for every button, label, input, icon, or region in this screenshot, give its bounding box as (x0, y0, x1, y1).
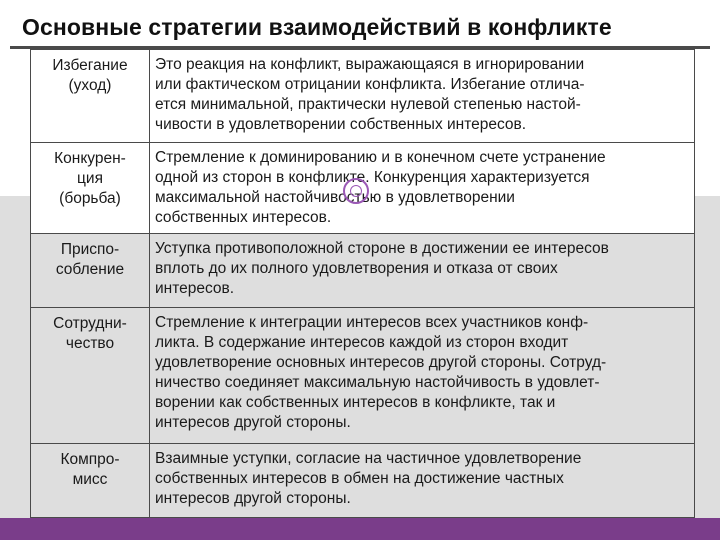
strategy-name (31, 50, 150, 143)
description-line: ничество соединяет максимальную настойчивость в удовлет- (155, 374, 600, 391)
description-line: Стремление к доминированию и в конечном счете устранение (155, 149, 606, 166)
strategy-name-line: Компро- (60, 451, 120, 468)
strategy-name-line: Приспо- (60, 241, 120, 258)
strategy-name-line: (уход) (68, 77, 112, 94)
table-row-compromise (31, 444, 695, 518)
description-line: ется минимальной, практически нулевой степенью настой- (155, 96, 581, 113)
description-line: интересов другой стороны. (155, 414, 351, 431)
table-row-avoidance (31, 50, 695, 143)
strategy-name-line: Конкурен- (54, 150, 126, 167)
strategy-description (150, 50, 695, 143)
strategy-description (150, 444, 695, 518)
strategy-name-line: Сотрудни- (53, 315, 127, 332)
strategy-name (31, 444, 150, 518)
strategy-name (31, 234, 150, 308)
strategy-description (150, 234, 695, 308)
description-line: Взаимные уступки, согласие на частичное удовлетворение (155, 450, 582, 467)
description-line: ворении как собственных интересов в конфликте, так и (155, 394, 556, 411)
description-line: интересов другой стороны. (155, 490, 351, 507)
description-line: Это реакция на конфликт, выражающаяся в игнорировании (155, 56, 585, 73)
table-row-collaboration (31, 308, 695, 444)
description-line: чивости в удовлетворении собственных интересов. (155, 116, 527, 133)
description-line: интересов. (155, 280, 235, 297)
description-line: вплоть до их полного удовлетворения и отказа от своих (155, 260, 558, 277)
description-line: максимальной настойчивостью в удовлетворении (155, 189, 515, 206)
strategy-name-line: Избегание (52, 57, 128, 74)
strategy-description (150, 143, 695, 234)
description-line: ликта. В содержание интересов каждой из сторон входит (155, 334, 569, 351)
description-line: Уступка противоположной стороне в достижении ее интересов (155, 240, 609, 257)
strategy-name-line: чество (65, 335, 115, 352)
strategy-name (31, 308, 150, 444)
description-line: Стремление к интеграции интересов всех участников конф- (155, 314, 589, 331)
strategy-name-line: мисс (72, 471, 108, 488)
strategy-name-line: (борьба) (59, 190, 121, 207)
description-line: удовлетворение основных интересов другой стороны. Сотруд- (155, 354, 607, 371)
slide-footer-bar (0, 518, 720, 540)
pointer-ring-icon (343, 178, 369, 204)
description-line: или фактическом отрицании конфликта. Избегание отлича- (155, 76, 585, 93)
slide-title: Основные стратегии взаимодействий в конфликте (22, 14, 612, 40)
description-line: собственных интересов. (155, 209, 332, 226)
description-line: одной из сторон в конфликте. Конкуренция характеризуется (155, 169, 590, 186)
strategy-name (31, 143, 150, 234)
strategy-name-line: ция (77, 170, 103, 187)
description-line: собственных интересов в обмен на достижение частных (155, 470, 564, 487)
strategy-name-line: собление (55, 261, 125, 278)
table-row-accommodation (31, 234, 695, 308)
strategy-description (150, 308, 695, 444)
strategies-table (30, 49, 695, 518)
